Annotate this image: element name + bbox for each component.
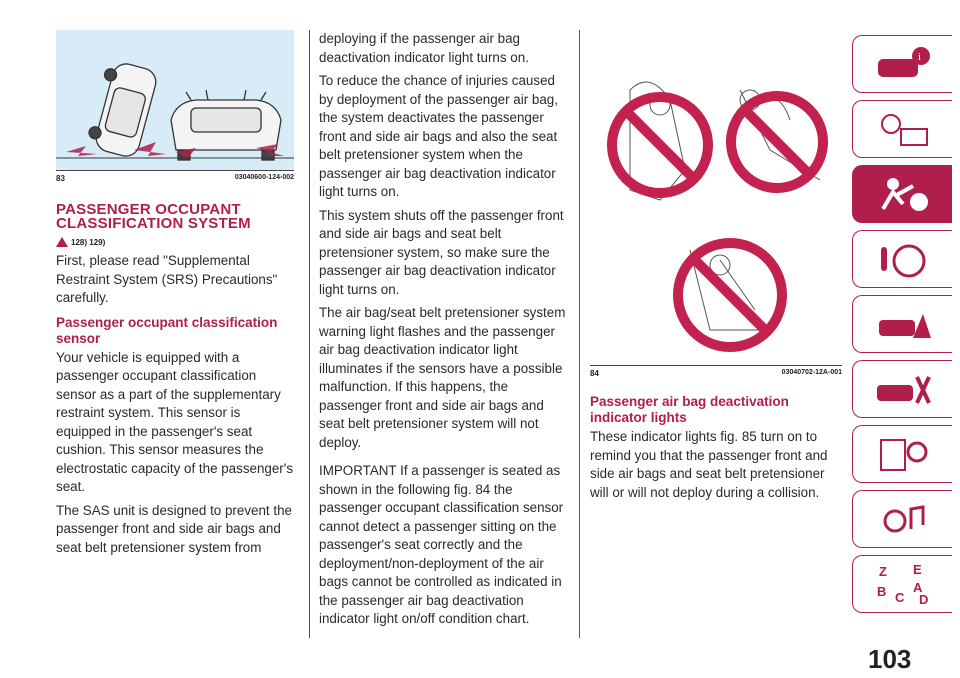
figure-83 (56, 30, 294, 170)
subheading-sensor: Passenger occupant classification sensor (56, 314, 278, 346)
index-icon (873, 562, 933, 606)
column-middle (319, 30, 569, 629)
svg-text:C: C (894, 590, 904, 605)
svg-text:Z: Z (878, 564, 887, 579)
paragraph: Your vehicle is equipped with a passenger occupant classification sensor as a part of the supplementary restraint system. This sensor is equipped in the passenger's seat cushion. This sensor measures the electrostatic capacity of the passenger's seat. (56, 349, 294, 494)
nav-tab-technical-data[interactable] (852, 425, 952, 483)
car-info-icon (873, 44, 933, 84)
svg-text:E: E (912, 562, 922, 577)
paragraph: This system shuts off the passenger front and side air bags and seat belt pretensioner system, so make sure the passenger air bag deactivation indicator light turns on. (319, 207, 564, 297)
section-title: PASSENGER OCCUPANT CLASSIFICATION SYSTEM (56, 201, 251, 232)
page-number: 103 (868, 644, 912, 674)
figure-number: 83 (56, 174, 65, 183)
paragraph: The SAS unit is designed to prevent the passenger front and side air bags and seat belt pretensioner system from (56, 502, 292, 555)
figure-code: 03040600-124-002 (234, 174, 294, 181)
column-right (590, 30, 842, 502)
subheading-indicator-lights: Passenger air bag deactivation indicator lights (590, 394, 789, 425)
paragraph: The air bag/seat belt pretensioner system warning light flashes and the passenger air bag deactivation indicator light illuminates if the sensors have a possible malfunction. If this happens, the passenger front and side air bags and seat belt pretensioner system will not deploy. (319, 305, 566, 450)
maintenance-icon (873, 369, 933, 409)
warning-reference: 128) 129) (56, 237, 294, 247)
steering-wheel-icon (873, 239, 933, 279)
svg-text:D: D (918, 592, 928, 606)
column-divider (579, 30, 580, 638)
paragraph: deploying if the passenger air bag deactivation indicator light turns on. (319, 31, 529, 65)
paragraph: IMPORTANT If a passenger is seated as shown in the following fig. 84 the passenger occupant classification sensor cannot detect a passenger sitting on the passenger's seat correctly and the deployment/non-deployment of the air bags cannot be controlled as indicated in the passenger air bag deactivation indicator light on/off condition chart. (319, 463, 564, 626)
multimedia-icon (873, 499, 933, 539)
safety-airbag-icon (873, 174, 933, 214)
car-rollover-illustration (56, 30, 294, 170)
figure-number: 84 (590, 369, 599, 378)
incorrect-seating-illustration (590, 30, 842, 365)
chapter-nav (852, 35, 960, 620)
column-divider (309, 30, 310, 638)
nav-tab-index[interactable] (852, 555, 952, 613)
column-left (56, 30, 294, 557)
nav-tab-emergency[interactable] (852, 295, 952, 353)
figure-83-caption (56, 171, 294, 183)
nav-tab-multimedia[interactable] (852, 490, 952, 548)
paragraph: These indicator lights fig. 85 turn on to remind you that the passenger front and side air bags and seat belt pretensioner will or will not deploy during a collision. (590, 429, 828, 500)
warning-triangle-icon (56, 237, 68, 247)
nav-tab-safety[interactable] (852, 165, 952, 223)
nav-tab-car-info[interactable] (852, 35, 952, 93)
intro-paragraph: First, please read "Supplemental Restraint System (SRS) Precautions" carefully. (56, 253, 278, 305)
nav-tab-driving[interactable] (852, 230, 952, 288)
svg-text:B: B (876, 584, 886, 599)
figure-code: 03040702-12A-001 (781, 369, 842, 376)
emergency-icon (873, 304, 933, 344)
warning-lights-icon (873, 109, 933, 149)
nav-tab-maintenance[interactable] (852, 360, 952, 418)
svg-text:i: i (917, 51, 921, 63)
paragraph: To reduce the chance of injuries caused by deployment of the passenger air bag, the system deactivates the passenger front and side air bags and also the seat belt pretensioner system when the passenger air bag deactivation indicator light turns on. (319, 73, 558, 199)
figure-84-caption (590, 366, 842, 378)
technical-data-icon (873, 434, 933, 474)
nav-tab-warning-lights[interactable] (852, 100, 952, 158)
figure-84 (590, 30, 842, 365)
svg-text:A: A (912, 580, 922, 595)
